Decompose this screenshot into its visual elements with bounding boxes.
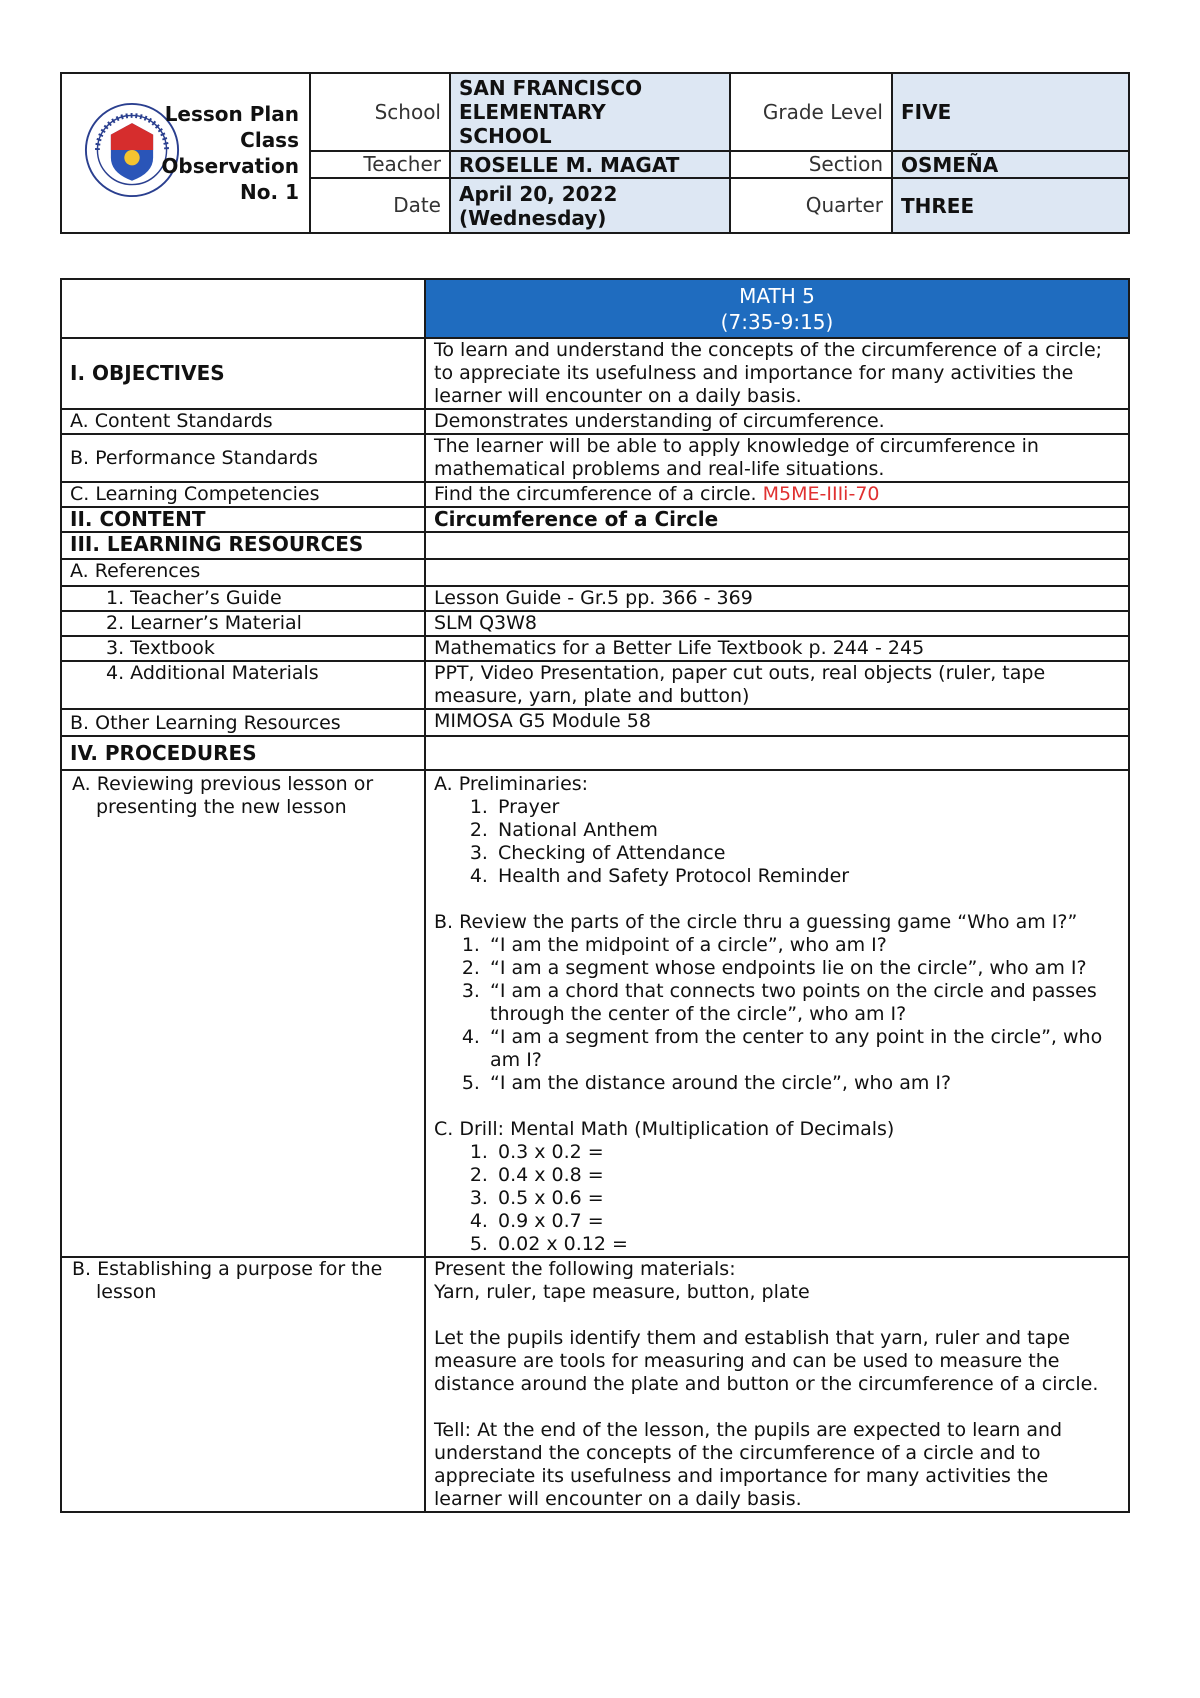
preliminaries-list [434,796,1120,888]
list-item: 4. “I am a segment from the center to any point in the circle”, who am I? [486,1026,1120,1072]
list-item: 2. National Anthem [494,819,1120,842]
materials-list: Yarn, ruler, tape measure, button, plate [434,1281,810,1303]
quarter-value: THREE [892,178,1129,233]
subject-time: (7:35-9:15) [720,310,834,334]
date-value [450,178,730,233]
grade-level-label: Grade Level [730,73,892,151]
date-line-1: April 20, 2022 [459,181,618,206]
procedure-a-content [425,770,1129,1257]
performance-standards-label: B. Performance Standards [61,434,425,482]
drill-heading: C. Drill: Mental Math (Multiplication of Decimals) [434,1118,895,1140]
review-list [434,934,1120,1095]
school-label: School [310,73,450,151]
list-item: 2. 0.4 x 0.8 = [494,1164,1120,1187]
section-value: OSMEÑA [892,151,1129,178]
other-resources-label: B. Other Learning Resources [61,709,425,736]
blank-cell [61,279,425,338]
procedures-label: IV. PROCEDURES [61,736,425,770]
textbook-label: 3. Textbook [61,636,425,661]
procedures-value [425,736,1129,770]
procedure-b-content [425,1257,1129,1512]
content-label: II. CONTENT [61,507,425,532]
learning-resources-label: III. LEARNING RESOURCES [61,532,425,559]
title-line-3: Observation [161,154,299,178]
references-value [425,559,1129,586]
competency-code: M5ME-IIIi-70 [762,483,880,505]
teacher-label: Teacher [310,151,450,178]
learning-resources-value [425,532,1129,559]
list-item: 1. “I am the midpoint of a circle”, who am I? [486,934,1120,957]
lesson-plan-title [61,73,310,233]
references-label: A. References [61,559,425,586]
list-item: 4. Health and Safety Protocol Reminder [494,865,1120,888]
other-resources-value: MIMOSA G5 Module 58 [425,709,1129,736]
date-label: Date [310,178,450,233]
section-label: Section [730,151,892,178]
list-item: 3. “I am a chord that connects two points on the circle and passes through the center of the circle”, who am I? [486,980,1120,1026]
procedure-a-label: A. Reviewing previous lesson or presenting the new lesson [61,770,425,1257]
list-item: 1. Prayer [494,796,1120,819]
learning-competencies-label: C. Learning Competencies [61,482,425,507]
school-line-3: SCHOOL [459,124,552,148]
procedure-b-label: B. Establishing a purpose for the lesson [61,1257,425,1512]
list-item: 3. Checking of Attendance [494,842,1120,865]
materials-intro: Present the following materials: [434,1258,736,1280]
list-item: 5. “I am the distance around the circle”, who am I? [486,1072,1120,1095]
learners-material-label: 2. Learner’s Material [61,611,425,636]
teachers-guide-label: 1. Teacher’s Guide [61,586,425,611]
lesson-plan-table [60,278,1130,1513]
tell-paragraph: Tell: At the end of the lesson, the pupils are expected to learn and understand the concepts of the circumference of a circle and to appreciate its usefulness and importance for many activities the learner will encounter on a daily basis. [434,1419,1063,1510]
objectives-value: To learn and understand the concepts of the circumference of a circle; to appreciate its usefulness and importance for many activities the learner will encounter on a daily basis. [425,338,1129,409]
date-line-2: (Wednesday) [459,205,607,230]
content-standards-label: A. Content Standards [61,409,425,434]
school-line-2: ELEMENTARY [459,100,606,124]
list-item: 3. 0.5 x 0.6 = [494,1187,1120,1210]
review-heading: B. Review the parts of the circle thru a guessing game “Who am I?” [434,911,1078,933]
grade-level-value: FIVE [892,73,1129,151]
header-table [60,72,1130,234]
additional-materials-value: PPT, Video Presentation, paper cut outs, real objects (ruler, tape measure, yarn, plate and button) [425,661,1129,709]
textbook-value: Mathematics for a Better Life Textbook p. 244 - 245 [425,636,1129,661]
title-line-4: No. 1 [240,180,299,204]
objectives-label: I. OBJECTIVES [61,338,425,409]
learners-material-value: SLM Q3W8 [425,611,1129,636]
quarter-label: Quarter [730,178,892,233]
subject-name: MATH 5 [739,284,815,308]
teacher-value: ROSELLE M. MAGAT [450,151,730,178]
drill-list [434,1141,1120,1256]
preliminaries-heading: A. Preliminaries: [434,773,589,795]
subject-header [425,279,1129,338]
list-item: 1. 0.3 x 0.2 = [494,1141,1120,1164]
list-item: 2. “I am a segment whose endpoints lie on the circle”, who am I? [486,957,1120,980]
title-line-1: Lesson Plan [164,102,299,126]
content-value: Circumference of a Circle [425,507,1129,532]
school-line-1: SAN FRANCISCO [459,76,643,100]
list-item: 5. 0.02 x 0.12 = [494,1233,1120,1256]
performance-standards-value: The learner will be able to apply knowledge of circumference in mathematical problems and real-life situations. [425,434,1129,482]
teachers-guide-value: Lesson Guide - Gr.5 pp. 366 - 369 [425,586,1129,611]
identify-paragraph: Let the pupils identify them and establish that yarn, ruler and tape measure are tools for measuring and can be used to measure the distance around the plate and button or the circumference of a circle. [434,1327,1099,1395]
competency-text: Find the circumference of a circle. [434,483,757,505]
school-value [450,73,730,151]
list-item: 4. 0.9 x 0.7 = [494,1210,1120,1233]
title-line-2: Class [240,128,299,152]
additional-materials-label: 4. Additional Materials [61,661,425,709]
learning-competencies-value [425,482,1129,507]
content-standards-value: Demonstrates understanding of circumference. [425,409,1129,434]
